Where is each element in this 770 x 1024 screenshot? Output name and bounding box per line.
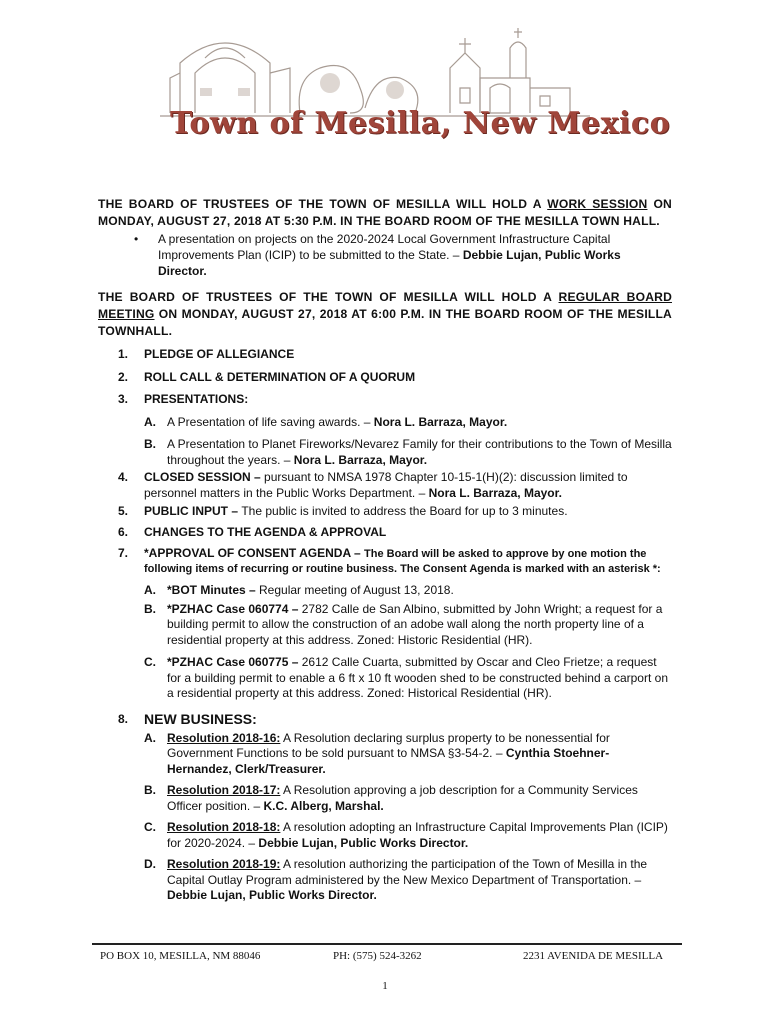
item-letter: D.	[144, 857, 156, 871]
town-logo	[150, 18, 671, 158]
item-title: CLOSED SESSION –	[144, 470, 265, 484]
footer-street: 2231 AVENIDA DE MESILLA	[523, 950, 664, 962]
resolution-number: Resolution 2018-16:	[167, 730, 281, 745]
item-letter: C.	[144, 655, 156, 669]
work-session-label: WORK SESSION	[547, 197, 648, 211]
agenda-subitem-7b	[98, 602, 672, 649]
footer-divider	[92, 943, 682, 945]
item-letter: B.	[144, 783, 156, 797]
item-letter: B.	[144, 437, 156, 451]
item-number: 4.	[118, 470, 129, 484]
work-session-notice	[98, 196, 672, 230]
item-number: 7.	[118, 546, 129, 560]
item-text: A resolution adopting an Infrastructure Capital Improvements Plan (ICIP) for 2020-2024. –	[167, 820, 668, 850]
item-number: 6.	[118, 524, 129, 539]
resolution-number: Resolution 2018-19:	[167, 857, 281, 871]
item-text: A Presentation to Planet Fireworks/Nevarez Family for their contributions to the Town of Mesilla throughout the years. –	[167, 437, 672, 467]
agenda-subitem-8c	[98, 820, 672, 851]
notice-text: THE BOARD OF TRUSTEES OF THE TOWN OF MESILLA WILL HOLD A	[98, 290, 559, 304]
item-title: *PZHAC Case 060774 –	[167, 601, 302, 616]
presenter: Nora L. Barraza, Mayor.	[373, 414, 508, 429]
item-letter: C.	[144, 820, 156, 834]
list-item	[98, 231, 672, 279]
footer-address: PO BOX 10, MESILLA, NM 88046	[100, 950, 261, 962]
item-title: *BOT Minutes –	[167, 583, 260, 597]
agenda-item-5	[98, 504, 672, 520]
presenter: Nora L. Barraza, Mayor.	[293, 452, 428, 467]
agenda-body	[98, 196, 672, 904]
item-text: A Presentation of life saving awards. –	[167, 414, 374, 429]
agenda-item-7	[98, 546, 672, 577]
notice-text: ON MONDAY, AUGUST 27, 2018 AT 5:30 P.M. IN THE BOARD ROOM OF THE MESILLA TOWN HALL.	[98, 197, 672, 228]
item-text: pursuant to NMSA 1978 Chapter 10-15-1(H)(2): discussion limited to personnel matters in the Public Works Department. –	[144, 470, 628, 500]
item-title: *PZHAC Case 060775 –	[167, 655, 302, 669]
presenter: Nora L. Barraza, Mayor.	[428, 485, 562, 500]
agenda-item-8	[98, 710, 672, 728]
item-title: CHANGES TO THE AGENDA & APPROVAL	[144, 524, 387, 539]
agenda-subitem-8b	[98, 783, 672, 814]
presenter: K.C. Alberg, Marshal.	[263, 798, 384, 813]
agenda-subitem-3a	[98, 415, 672, 431]
item-number: 3.	[118, 392, 129, 406]
item-text: 2782 Calle de San Albino, submitted by John Wright; a request for a building permit to allow the construction of an adobe wall along the north property line of a residential property at this address. Zoned: Historic Residential (HR).	[167, 601, 663, 647]
agenda-subitem-7c	[98, 655, 672, 702]
notice-text: THE BOARD OF TRUSTEES OF THE TOWN OF MESILLA WILL HOLD A	[98, 197, 548, 211]
item-title: ROLL CALL & DETERMINATION OF A QUORUM	[144, 369, 416, 384]
item-number: 1.	[118, 347, 129, 361]
page-number: 1	[382, 980, 388, 992]
resolution-number: Resolution 2018-18:	[167, 820, 281, 834]
agenda-item-4	[98, 470, 672, 501]
presenter: Debbie Lujan, Public Works Director.	[258, 835, 469, 850]
item-text: The public is invited to address the Board for up to 3 minutes.	[241, 504, 568, 518]
notice-text: ON MONDAY, AUGUST 27, 2018 AT 6:00 P.M. IN THE BOARD ROOM OF THE MESILLA TOWNHALL.	[98, 307, 672, 338]
agenda-subitem-7a	[98, 583, 672, 599]
item-text: A resolution authorizing the participation of the Town of Mesilla in the Capital Outlay Program administered by the New Mexico Department of Transportation. –	[167, 857, 648, 887]
agenda-item-6	[98, 525, 672, 541]
item-letter: A.	[144, 583, 156, 597]
item-number: 2.	[118, 369, 129, 384]
agenda-subitem-3b	[98, 437, 672, 468]
item-text: Regular meeting of August 13, 2018.	[259, 583, 454, 597]
item-text: 2612 Calle Cuarta, submitted by Oscar and Cleo Frietze; a request for a building permit to enable a 6 ft x 10 ft wooden shed to be constructed behind a carport on a residential property at this address. Zoned: Historical Residential (HR).	[167, 655, 668, 700]
agenda-subitem-8d	[98, 857, 672, 904]
bullet-text: A presentation on projects on the 2020-2024 Local Government Infrastructure Capital Improvements Plan (ICIP) to be submitted to the State. –	[158, 232, 611, 262]
item-letter: A.	[144, 414, 156, 429]
item-title: PRESENTATIONS:	[144, 392, 249, 406]
item-text: A Resolution declaring surplus property to be nonessential for Government Functions to be sold pursuant to NMSA §3-54-2. –	[167, 730, 610, 760]
presenter: Debbie Lujan, Public Works Director.	[158, 248, 621, 278]
logo-title: Town of Mesilla, New Mexico	[170, 106, 671, 141]
presenter: Debbie Lujan, Public Works Director.	[167, 888, 377, 902]
footer-phone: PH: (575) 524-3262	[333, 950, 422, 962]
agenda-item-2	[98, 370, 672, 386]
item-letter: B.	[144, 601, 156, 616]
regular-meeting-notice	[98, 289, 672, 340]
item-letter: A.	[144, 730, 156, 745]
item-text: A Resolution approving a job description for a Community Services Officer position. –	[167, 783, 638, 813]
item-text: The Board will be asked to approve by one motion the following items of recurring or routine business. The Consent Agenda is marked with an asterisk *:	[144, 548, 661, 575]
item-number: 5.	[118, 504, 129, 518]
item-title: PLEDGE OF ALLEGIANCE	[144, 347, 295, 361]
presenter: Cynthia Stoehner-Hernandez, Clerk/Treasurer.	[167, 746, 610, 776]
item-number: 8.	[118, 711, 129, 726]
agenda-subitem-8a	[98, 731, 672, 778]
bullet-icon: •	[134, 232, 139, 246]
resolution-number: Resolution 2018-17:	[167, 783, 281, 797]
agenda-item-3	[98, 392, 672, 408]
agenda-item-1	[98, 347, 672, 363]
item-title: *APPROVAL OF CONSENT AGENDA –	[144, 546, 365, 560]
item-title: PUBLIC INPUT –	[144, 504, 242, 518]
regular-meeting-label: REGULAR BOARD MEETING	[98, 290, 672, 321]
item-title: NEW BUSINESS:	[144, 710, 257, 727]
